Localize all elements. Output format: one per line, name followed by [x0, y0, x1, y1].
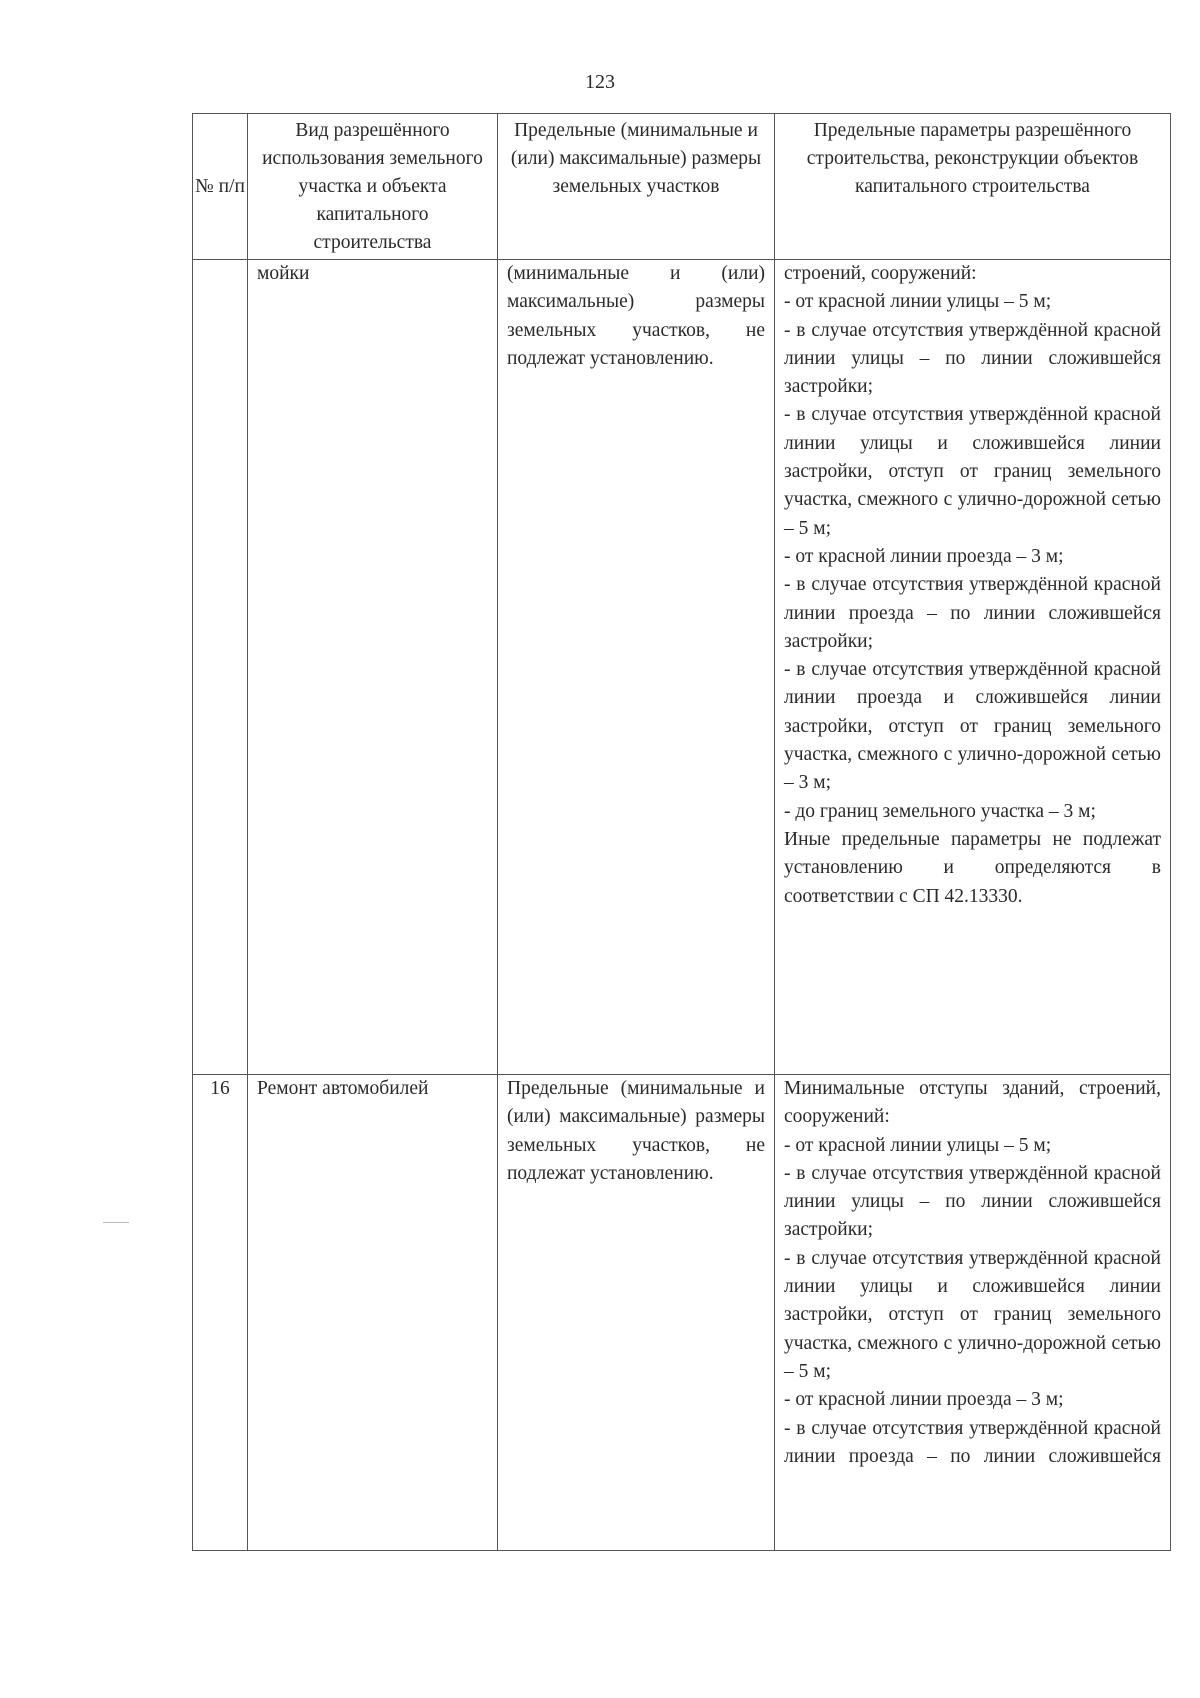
header-sizes: Предельные (минимальные и (или) максимальные) размеры земельных участков — [498, 114, 775, 260]
regulations-table — [192, 113, 1171, 1551]
row-params — [775, 260, 1171, 1075]
row-number: 16 — [193, 1075, 248, 1551]
param-line: - от красной линии улицы – 5 м; — [784, 291, 1052, 313]
param-line: - в случае отсутствия утверждённой красной линии улицы и сложившейся линии застройки, отступ от границ земельного участка, смежного с улично-дорожной сетью – 5 м; — [784, 1247, 1161, 1382]
param-line: - от красной линии улицы – 5 м; — [784, 1134, 1052, 1156]
header-number: № п/п — [193, 114, 248, 260]
row-kind: мойки — [248, 260, 498, 1075]
scan-mark — [103, 1222, 129, 1223]
param-line: - в случае отсутствия утверждённой красной линии проезда – по линии сложившейся застройки; — [784, 574, 1161, 652]
param-line: - в случае отсутствия утверждённой красной линии улицы и сложившейся линии застройки, отступ от границ земельного участка, смежного с улично-дорожной сетью – 5 м; — [784, 404, 1161, 539]
param-line: - в случае отсутствия утверждённой красной линии проезда и сложившейся линии застройки, отступ от границ земельного участка, смежного с улично-дорожной сетью – 3 м; — [784, 659, 1161, 794]
param-line: - от красной линии проезда – 3 м; — [784, 1389, 1064, 1411]
param-line: Иные предельные параметры не подлежат установлению и определяются в соответствии с СП 42.13330. — [784, 828, 1161, 907]
param-line: - в случае отсутствия утверждённой красной линии проезда – по линии сложившейся — [784, 1417, 1161, 1467]
param-line: - до границ земельного участка – 3 м; — [784, 800, 1096, 822]
param-line: - от красной линии проезда – 3 м; — [784, 545, 1064, 567]
param-line: - в случае отсутствия утверждённой красной линии улицы – по линии сложившейся застройки; — [784, 319, 1161, 398]
header-params: Предельные параметры разрешённого строительства, реконструкции объектов капитального строительства — [775, 114, 1171, 260]
row-sizes: Предельные (минимальные и (или) максимальные) размеры земельных участков, не подлежат установлению. — [498, 1075, 775, 1551]
row-params — [775, 1075, 1171, 1551]
table-row — [193, 1075, 1171, 1551]
row-number — [193, 260, 248, 1075]
table-row — [193, 260, 1171, 1075]
table-header — [193, 114, 1171, 260]
param-line: строений, сооружений: — [784, 263, 977, 284]
row-sizes: (минимальные и (или) максимальные) размеры земельных участков, не подлежат установлению. — [498, 260, 775, 1075]
param-line: - в случае отсутствия утверждённой красной линии улицы – по линии сложившейся застройки; — [784, 1162, 1161, 1241]
param-line: Минимальные отступы зданий, строений, сооружений: — [784, 1078, 1161, 1128]
header-kind: Вид разрешённого использования земельного участка и объекта капитального строительства — [248, 114, 498, 260]
row-kind: Ремонт автомобилей — [248, 1075, 498, 1551]
page-number: 123 — [585, 71, 615, 93]
